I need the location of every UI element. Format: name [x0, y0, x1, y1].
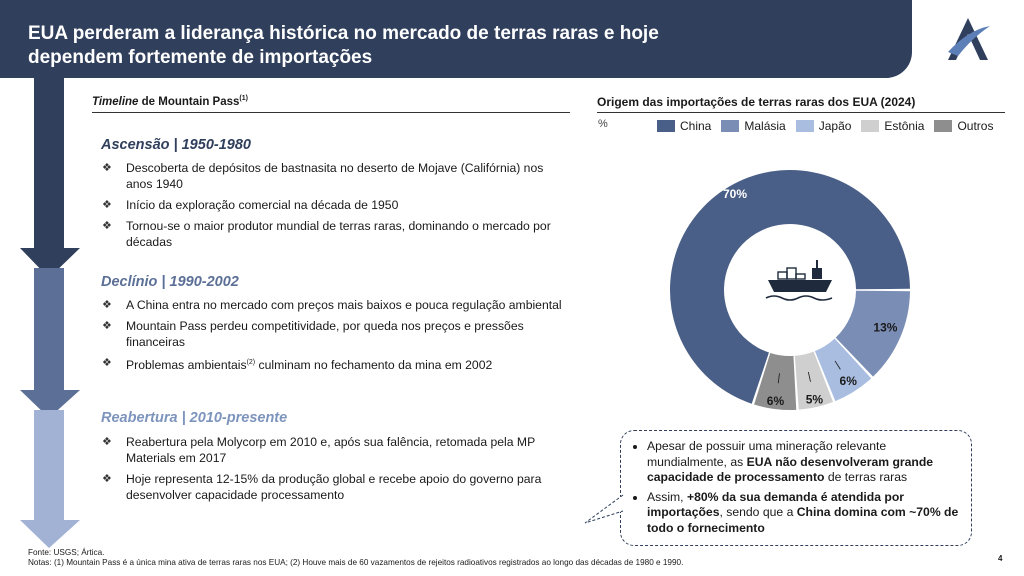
footnote-ref-2: (2): [246, 359, 256, 366]
diamond-bullet-icon: ❖: [102, 320, 112, 332]
timeline-heading: [92, 95, 248, 108]
list-item: [647, 490, 961, 537]
footer-source: Fonte: USGS; Ártica.: [28, 548, 105, 557]
bullets-ascensao: [101, 160, 571, 255]
legend-item-japão: [796, 119, 852, 133]
diamond-bullet-icon: ❖: [102, 162, 112, 174]
chart-title: Origem das importações de terras raras dos EUA (2024): [597, 95, 916, 109]
timeline-heading-text: de Mountain Pass: [138, 95, 240, 108]
bullet-text: culminam no fechamento da mina em 2002: [255, 358, 493, 373]
list-item: [101, 218, 571, 250]
list-item: [101, 197, 571, 213]
bullet-text: Tornou-se o maior produtor mundial de terras raras, dominando o mercado por décadas: [126, 219, 551, 249]
callout-emphasis: China domina com ~70% de todo o fornecimento: [647, 505, 959, 535]
data-label-japão: 6%: [839, 373, 857, 388]
legend-item-estônia: [861, 119, 924, 133]
insight-callout: [620, 430, 972, 546]
bullet-text: Reabertura pela Molycorp em 2010 e, após sua falência, retomada pela MP Materials em 2017: [126, 435, 535, 465]
legend-swatch: [721, 120, 739, 132]
bullet-text: Problemas ambientais: [126, 358, 247, 373]
callout-emphasis: +80% da sua demanda é atendida por importações: [647, 489, 905, 519]
legend-swatch: [796, 120, 814, 132]
legend-item-malásia: [721, 119, 785, 133]
bullet-text: Hoje representa 12-15% da produção global e recebe apoio do governo para desenvolver capacidade processamento: [126, 472, 542, 502]
legend-label: China: [680, 119, 712, 133]
bullets-reabertura: [101, 434, 571, 508]
callout-text: Apesar de possuir uma mineração relevante mundialmente, as: [647, 439, 887, 469]
callout-text: , sendo que a: [719, 505, 797, 519]
title-line-2: dependem fortemente de importações: [28, 47, 373, 68]
chart-unit: %: [598, 118, 608, 130]
callout-text: Assim,: [647, 489, 687, 504]
page-title: [28, 22, 888, 70]
data-label-estônia: 5%: [805, 392, 824, 407]
chart-legend: [657, 119, 993, 133]
title-bar: [0, 0, 912, 78]
legend-swatch: [657, 120, 675, 132]
timeline-arrow-3: [20, 410, 82, 550]
legend-swatch: [861, 120, 879, 132]
diamond-bullet-icon: ❖: [102, 473, 112, 485]
callout-list: [621, 431, 971, 536]
diamond-bullet-icon: ❖: [102, 299, 112, 311]
list-item: [101, 160, 571, 192]
diamond-bullet-icon: ❖: [102, 220, 112, 232]
donut-chart: [660, 160, 920, 420]
list-item: [101, 297, 571, 313]
artica-logo-icon: [944, 16, 992, 62]
cargo-ship-icon: [766, 260, 832, 300]
diamond-bullet-icon: ❖: [102, 357, 112, 369]
bullets-declinio: [101, 297, 571, 378]
list-item: [101, 318, 571, 350]
timeline-arrow-1: [20, 78, 82, 280]
legend-label: Japão: [818, 119, 852, 133]
footer-notes-text: Notas: (1) Mountain Pass é a única mina ativa de terras raras nos EUA; (2) Houve mais de 60 vazamentos de rejeitos radioativos registrados ao longo das décadas de 1980 e 1990.: [28, 558, 684, 567]
footnote-ref-1: (1): [239, 95, 248, 102]
bullet-text: Descoberta de depósitos de bastnasita no deserto de Mojave (Califórnia) nos anos 1940: [126, 161, 544, 191]
diamond-bullet-icon: ❖: [102, 199, 112, 211]
bullet-text: A China entra no mercado com preços mais baixos e pouca regulação ambiental: [126, 298, 562, 312]
legend-swatch: [934, 120, 952, 132]
data-label-china: 70%: [722, 187, 748, 201]
title-line-1: EUA perderam a liderança histórica no mercado de terras raras e hoje: [28, 23, 659, 44]
list-item: [101, 471, 571, 503]
callout-text: de terras raras: [824, 470, 908, 484]
bullet-text: Mountain Pass perdeu competitividade, por queda nos preços e pressões financeiras: [126, 319, 524, 349]
header: [0, 0, 1024, 78]
chart-divider: [597, 112, 1005, 113]
legend-item-outros: [934, 119, 993, 133]
list-item: [101, 355, 571, 373]
data-label-malásia: 13%: [873, 320, 898, 335]
timeline-divider: [92, 112, 570, 113]
legend-label: Estônia: [884, 119, 925, 133]
page-number: 4: [998, 554, 1003, 563]
section-title-ascensao: Ascensão | 1950-1980: [101, 137, 251, 153]
data-label-outros: 6%: [766, 394, 785, 409]
list-item: [101, 434, 571, 466]
section-title-reabertura: Reabertura | 2010-presente: [101, 410, 288, 426]
callout-tail: [583, 493, 625, 525]
timeline-arrow-2: [20, 268, 82, 420]
diamond-bullet-icon: ❖: [102, 436, 112, 448]
legend-item-china: [657, 119, 711, 133]
section-title-declinio: Declínio | 1990-2002: [101, 274, 239, 290]
bullet-text: Início da exploração comercial na década de 1950: [126, 198, 399, 212]
legend-label: Outros: [957, 119, 994, 133]
list-item: [647, 439, 961, 486]
legend-label: Malásia: [744, 119, 786, 133]
timeline-heading-italic: Timeline: [92, 95, 139, 108]
footer-notes: [28, 548, 683, 568]
callout-emphasis: EUA não desenvolveram grande capacidade de processamento: [647, 454, 934, 484]
